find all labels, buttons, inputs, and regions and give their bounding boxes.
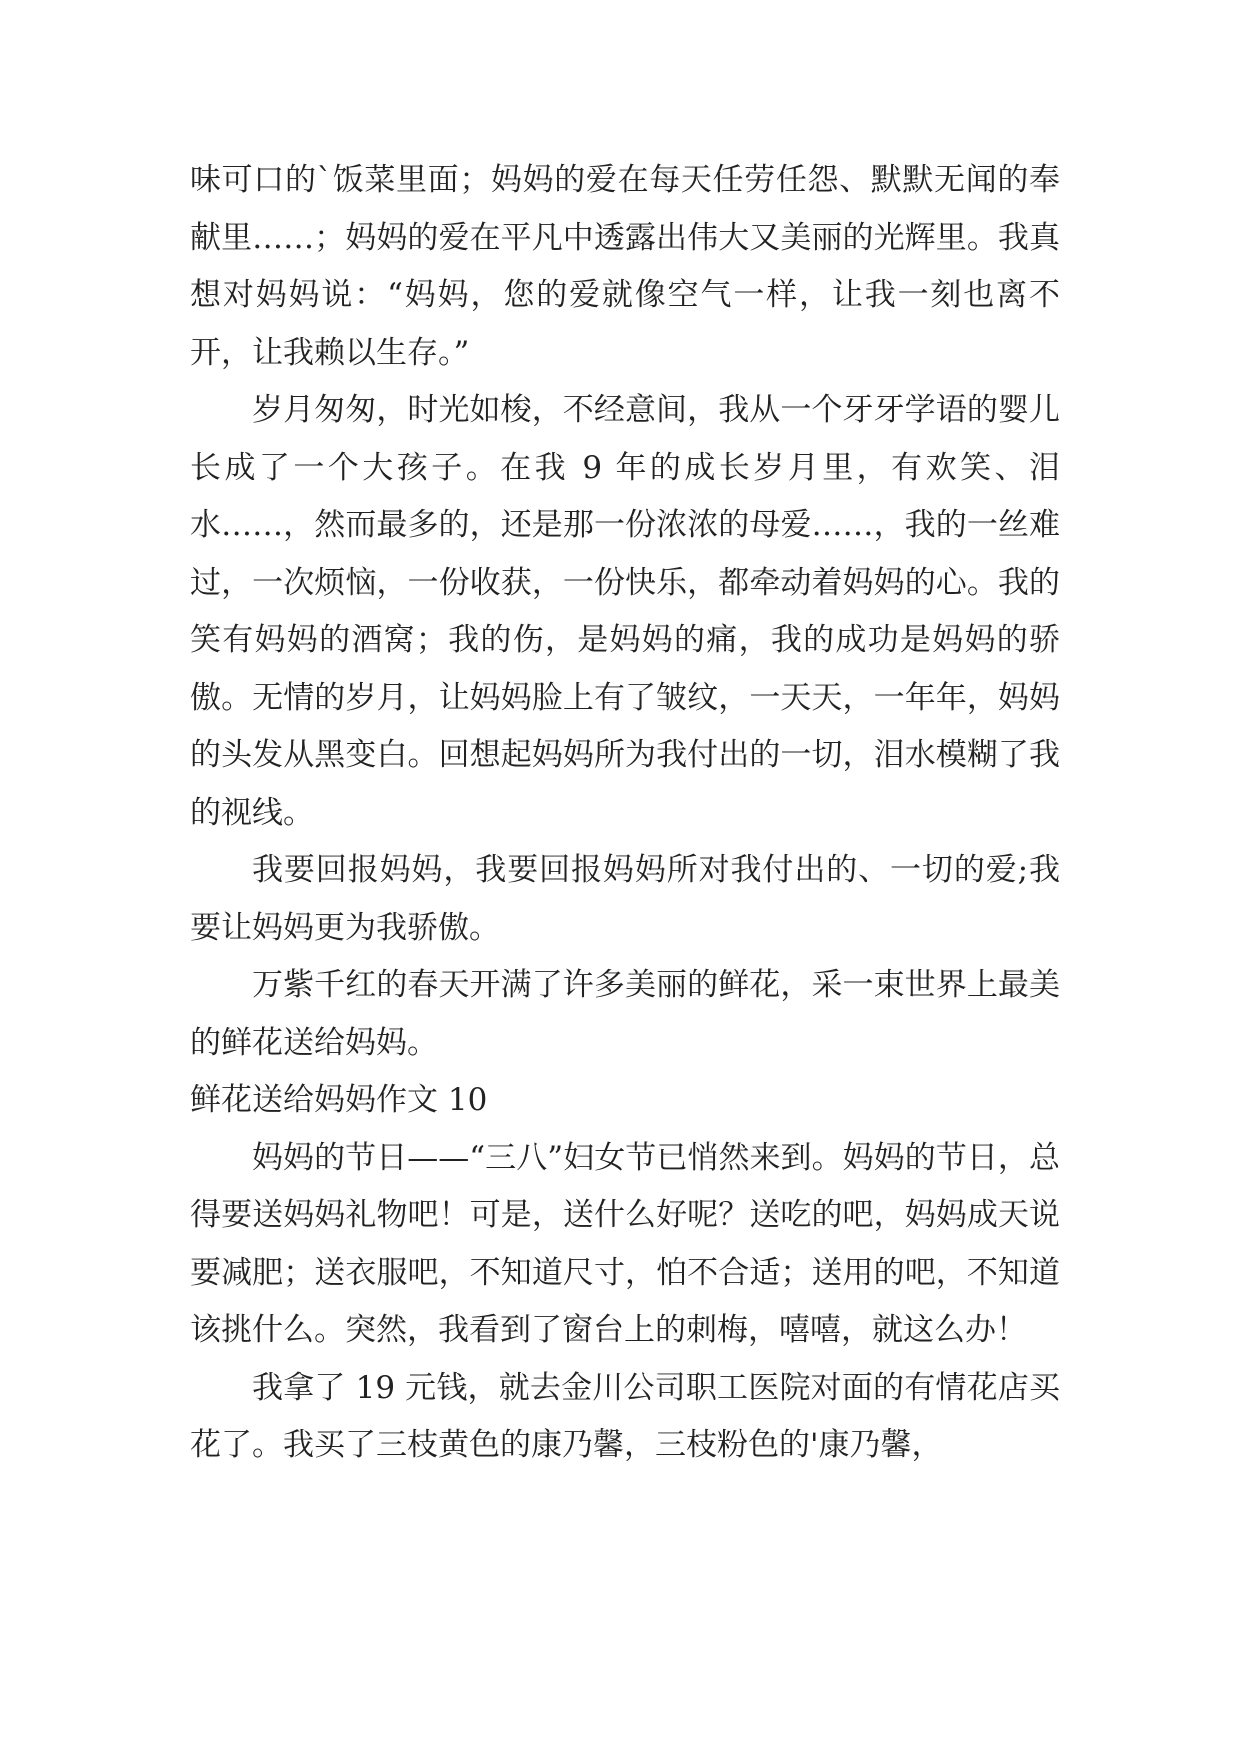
paragraph: 我要回报妈妈，我要回报妈妈所对我付出的、一切的爱;我要让妈妈更为我骄傲。 (190, 852, 1060, 946)
section-heading: 鲜花送给妈妈作文 10 (190, 1082, 488, 1118)
paragraph-continuation: 味可口的`饭菜里面；妈妈的爱在每天任劳任怨、默默无闻的奉献里……；妈妈的爱在平凡中透露出伟大又美丽的光辉里。我真想对妈妈说：“妈妈，您的爱就像空气一样，让我一刻也离不开，让我赖以生存。” (190, 162, 1060, 371)
paragraph: 万紫千红的春天开满了许多美丽的鲜花，采一束世界上最美的鲜花送给妈妈。 (190, 967, 1060, 1061)
paragraph: 岁月匆匆，时光如梭，不经意间，我从一个牙牙学语的婴儿长成了一个大孩子。在我 9 年的成长岁月里，有欢笑、泪水……，然而最多的，还是那一份浓浓的母爱……，我的一丝难过，一次烦恼，一份收获，一份快乐，都牵动着妈妈的心。我的笑有妈妈的酒窝；我的伤，是妈妈的痛，我的成功是妈妈的骄傲。无情的岁月，让妈妈脸上有了皱纹，一天天，一年年，妈妈的头发从黑变白。回想起妈妈所为我付出的一切，泪水模糊了我的视线。 (190, 392, 1060, 831)
document-body (190, 152, 1060, 1475)
paragraph: 我拿了 19 元钱，就去金川公司职工医院对面的有情花店买花了。我买了三枝黄色的康乃馨，三枝粉色的'康乃馨， (190, 1369, 1060, 1463)
paragraph: 妈妈的节日——“三八”妇女节已悄然来到。妈妈的节日，总得要送妈妈礼物吧！可是，送什么好呢？送吃的吧，妈妈成天说要减肥；送衣服吧，不知道尺寸，怕不合适；送用的吧，不知道该挑什么。突然，我看到了窗台上的刺梅，嘻嘻，就这么办！ (190, 1139, 1060, 1348)
